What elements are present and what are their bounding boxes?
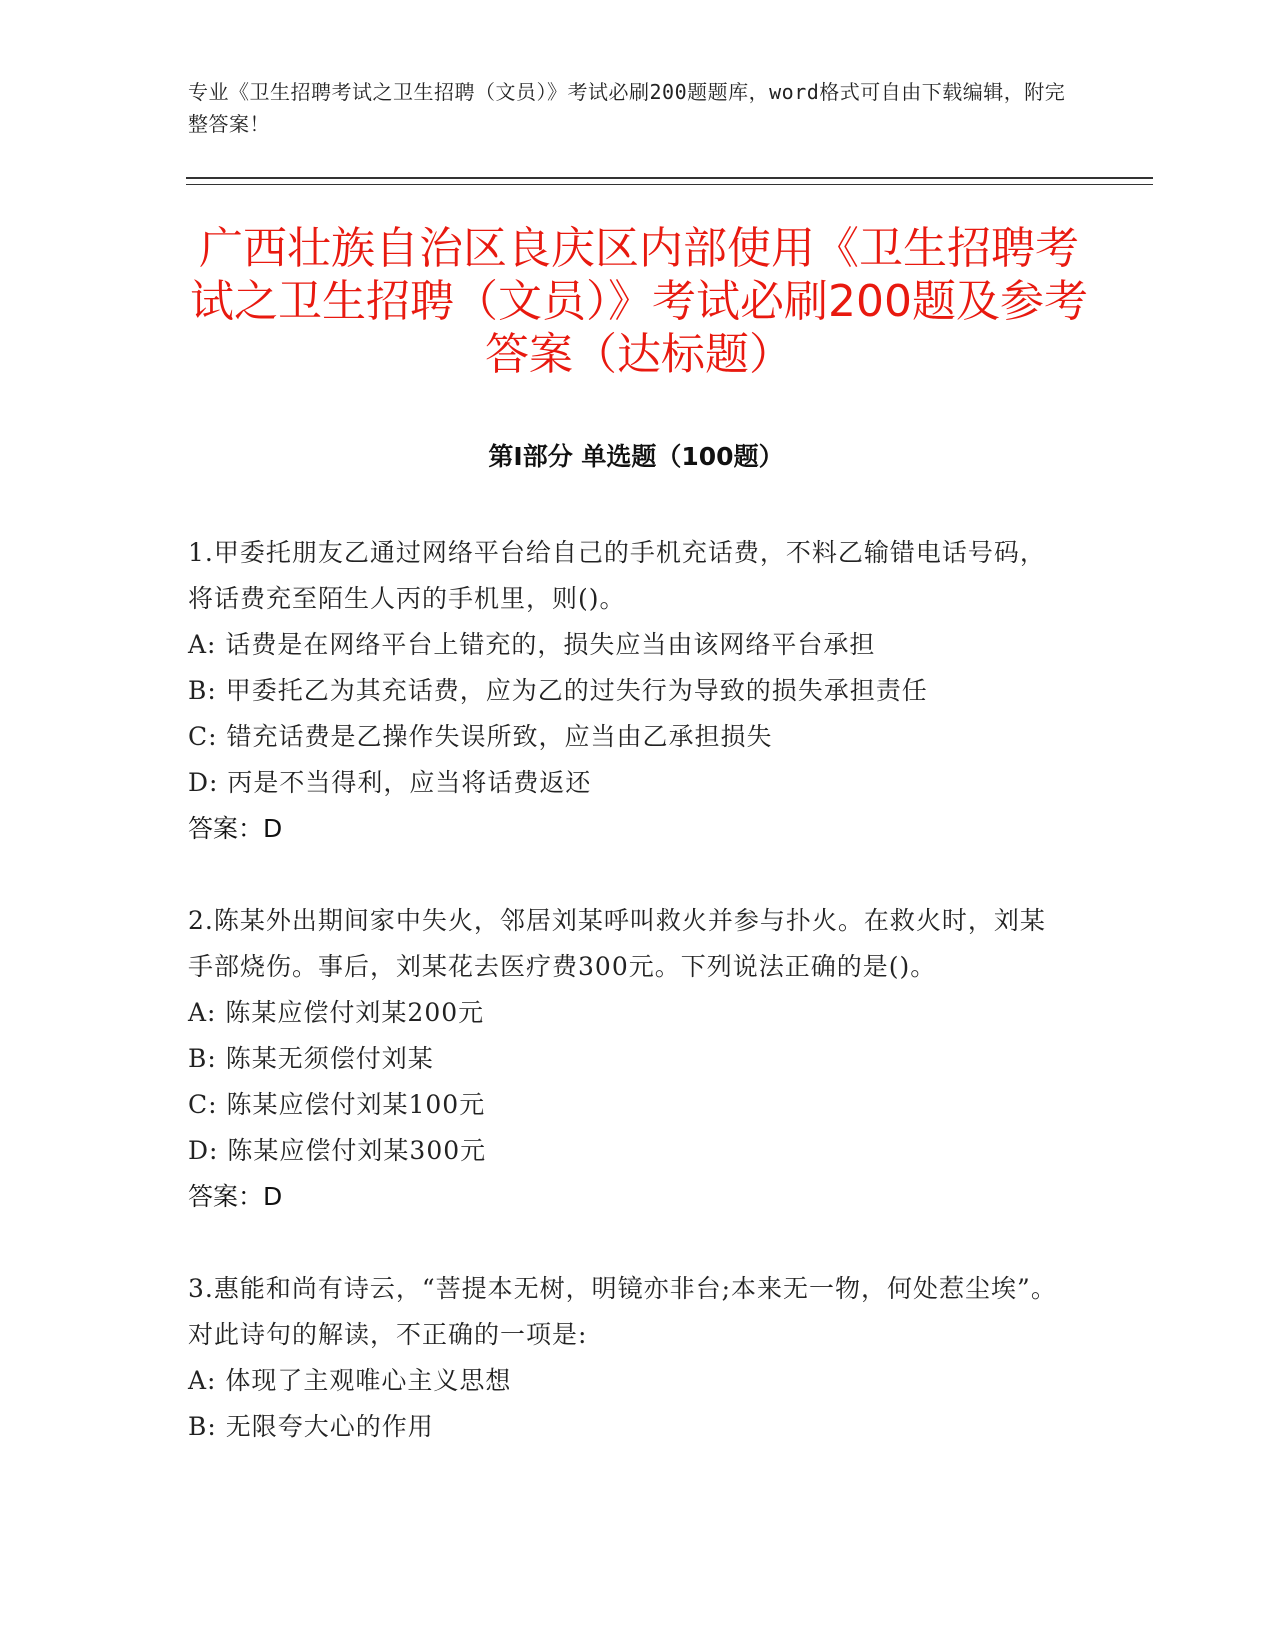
answer-line: 答案：D — [188, 1182, 283, 1211]
answer-line: 答案：D — [188, 814, 283, 843]
question-stem: 3.惠能和尚有诗云，“菩提本无树，明镜亦非台;本来无一物，何处惹尘埃”。对此诗句的解读，不正确的一项是: — [188, 1274, 1057, 1349]
option-a: A: 话费是在网络平台上错充的，损失应当由该网络平台承担 — [188, 630, 876, 659]
option-a: A: 体现了主观唯心主义思想 — [188, 1366, 512, 1395]
option-b: B: 甲委托乙为其充话费，应为乙的过失行为导致的损失承担责任 — [188, 676, 928, 705]
question-1 — [188, 530, 1068, 852]
option-b: B: 陈某无须偿付刘某 — [188, 1044, 434, 1073]
option-c: C: 陈某应偿付刘某100元 — [188, 1090, 486, 1119]
question-3 — [188, 1266, 1068, 1450]
section-title: 第Ⅰ部分 单选题（100题） — [488, 442, 784, 471]
option-d: D: 陈某应偿付刘某300元 — [188, 1136, 487, 1165]
option-d: D: 丙是不当得利，应当将话费返还 — [188, 768, 592, 797]
option-c: C: 错充话费是乙操作失误所致，应当由乙承担损失 — [188, 722, 773, 751]
header-divider-thin — [186, 184, 1153, 185]
header-divider-thick — [186, 177, 1153, 179]
document-title: 广西壮族自治区良庆区内部使用《卫生招聘考试之卫生招聘（文员）》考试必刷200题及参考答案（达标题） — [190, 223, 1088, 380]
question-stem: 1.甲委托朋友乙通过网络平台给自己的手机充话费，不料乙输错电话号码，将话费充至陌生人丙的手机里，则()。 — [188, 538, 1046, 613]
option-a: A: 陈某应偿付刘某200元 — [188, 998, 485, 1027]
option-b: B: 无限夸大心的作用 — [188, 1412, 434, 1441]
question-list — [188, 530, 1068, 1496]
question-stem: 2.陈某外出期间家中失火，邻居刘某呼叫救火并参与扑火。在救火时，刘某手部烧伤。事后，刘某花去医疗费300元。下列说法正确的是()。 — [188, 906, 1046, 981]
header-note: 专业《卫生招聘考试之卫生招聘（文员）》考试必刷200题题库，word格式可自由下载编辑，附完整答案！ — [188, 80, 1066, 136]
question-2 — [188, 898, 1068, 1220]
